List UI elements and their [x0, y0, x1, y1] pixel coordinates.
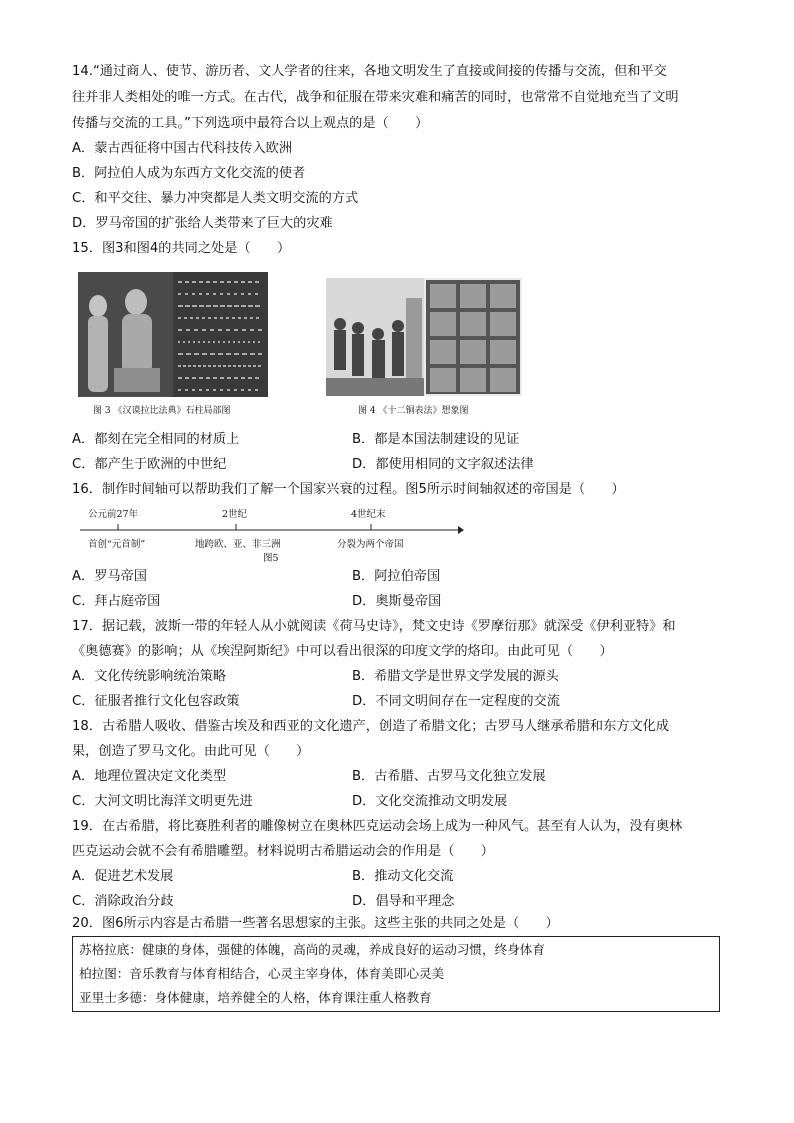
q19-stem-line-1: 19．在古希腊，将比赛胜利者的雕像树立在奥林匹克运动会场上成为一种风气。甚至有人认为，没有奥林	[72, 819, 683, 834]
q14-option-d: D．罗马帝国的扩张给人类带来了巨大的灾难	[72, 216, 333, 231]
q17-stem-line-2: 《奥德赛》的影响；从《埃涅阿斯纪》中可以看出很深的印度文学的烙印。由此可见（ ）	[72, 644, 613, 659]
q17-stem-line-1: 17．据记载，波斯一带的年轻人从小就阅读《荷马史诗》，梵文史诗《罗摩衍那》就深受《伊利亚特》和	[72, 619, 676, 634]
q20-stem: 20．图6所示内容是古希腊一些著名思想家的主张。这些主张的共同之处是（ ）	[72, 916, 559, 931]
q16-option-a: A．罗马帝国	[72, 569, 147, 584]
q19-stem-line-2: 匹克运动会就不会有希腊雕塑。材料说明古希腊运动会的作用是（ ）	[72, 844, 494, 859]
figure-4-twelve-tables	[326, 278, 522, 396]
box-line-plato: 柏拉图：音乐教育与体育相结合，心灵主宰身体，体育美即心灵美	[79, 966, 445, 981]
figure-4-caption: 图 4 《十二铜表法》想象图	[358, 406, 469, 416]
q17-option-a: A．文化传统影响统治策略	[72, 669, 227, 684]
q16-option-d: D．奥斯曼帝国	[352, 594, 442, 609]
q18-option-a: A．地理位置决定文化类型	[72, 769, 227, 784]
q18-option-d: D．文化交流推动文明发展	[352, 794, 508, 809]
figure-6-thinkers-box	[72, 936, 720, 1012]
q14-stem-line-3: 传播与交流的工具。”下列选项中最符合以上观点的是（ ）	[72, 116, 429, 131]
q18-option-c: C．大河文明比海洋文明更先进	[72, 794, 253, 809]
q14-option-b: B．阿拉伯人成为东西方文化交流的使者	[72, 166, 306, 181]
timeline-bottom-label: 分裂为两个帝国	[337, 539, 404, 550]
q16-option-b: B．阿拉伯帝国	[352, 569, 441, 584]
q17-option-b: B．希腊文学是世界文学发展的源头	[352, 669, 559, 684]
q19-option-b: B．推动文化交流	[352, 869, 454, 884]
timeline-top-label: 2世纪	[222, 509, 248, 520]
q18-stem-line-2: 果，创造了罗马文化。由此可见（ ）	[72, 744, 310, 759]
q16-option-c: C．拜占庭帝国	[72, 594, 161, 609]
q18-stem-line-1: 18．古希腊人吸收、借鉴古埃及和西亚的文化遗产，创造了希腊文化；古罗马人继承希腊和东方文化成	[72, 719, 670, 734]
timeline-top-label: 公元前27年	[88, 509, 139, 520]
q19-option-c: C．消除政治分歧	[72, 894, 174, 909]
q15-option-b: B．都是本国法制建设的见证	[352, 432, 520, 447]
q19-option-d: D．倡导和平理念	[352, 894, 455, 909]
q14-stem-line-1: 14.“通过商人、使节、游历者、文人学者的往来，各地文明发生了直接或间接的传播与交流，但和平交	[72, 64, 667, 79]
timeline-top-label: 4世纪末	[351, 509, 386, 520]
q17-option-c: C．征服者推行文化包容政策	[72, 694, 240, 709]
q14-option-c: C．和平交往、暴力冲突都是人类文明交流的方式	[72, 191, 359, 206]
figure-3-caption: 图 3 《汉谟拉比法典》石柱局部图	[93, 406, 231, 416]
timeline-bottom-label: 首创“元首制”	[88, 539, 146, 550]
q15-option-c: C．都产生于欧洲的中世纪	[72, 457, 227, 472]
box-line-aristotle: 亚里士多德：身体健康，培养健全的人格，体育课注重人格教育	[79, 990, 432, 1005]
q19-option-a: A．促进艺术发展	[72, 869, 174, 884]
q14-stem-line-2: 往并非人类相处的唯一方式。在古代，战争和征服在带来灾难和痛苦的同时，也常常不自觉地充当了文明	[72, 90, 679, 105]
figure-3-hammurabi-stele	[78, 272, 268, 397]
timeline-bottom-label: 地跨欧、亚、非三洲	[195, 539, 281, 550]
q16-stem: 16．制作时间轴可以帮助我们了解一个国家兴衰的过程。图5所示时间轴叙述的帝国是（ ）	[72, 482, 625, 497]
q18-option-b: B．古希腊、古罗马文化独立发展	[352, 769, 546, 784]
box-line-socrates: 苏格拉底：健康的身体，强健的体魄，高尚的灵魂，养成良好的运动习惯，终身体育	[79, 942, 545, 957]
q14-option-a: A．蒙古西征将中国古代科技传入欧洲	[72, 141, 293, 156]
q15-option-a: A．都刻在完全相同的材质上	[72, 432, 240, 447]
q15-stem: 15．图3和图4的共同之处是（ ）	[72, 241, 291, 256]
q17-option-d: D．不同文明间存在一定程度的交流	[352, 694, 560, 709]
q15-option-d: D．都使用相同的文字叙述法律	[352, 457, 534, 472]
timeline-caption: 图5	[263, 553, 279, 564]
